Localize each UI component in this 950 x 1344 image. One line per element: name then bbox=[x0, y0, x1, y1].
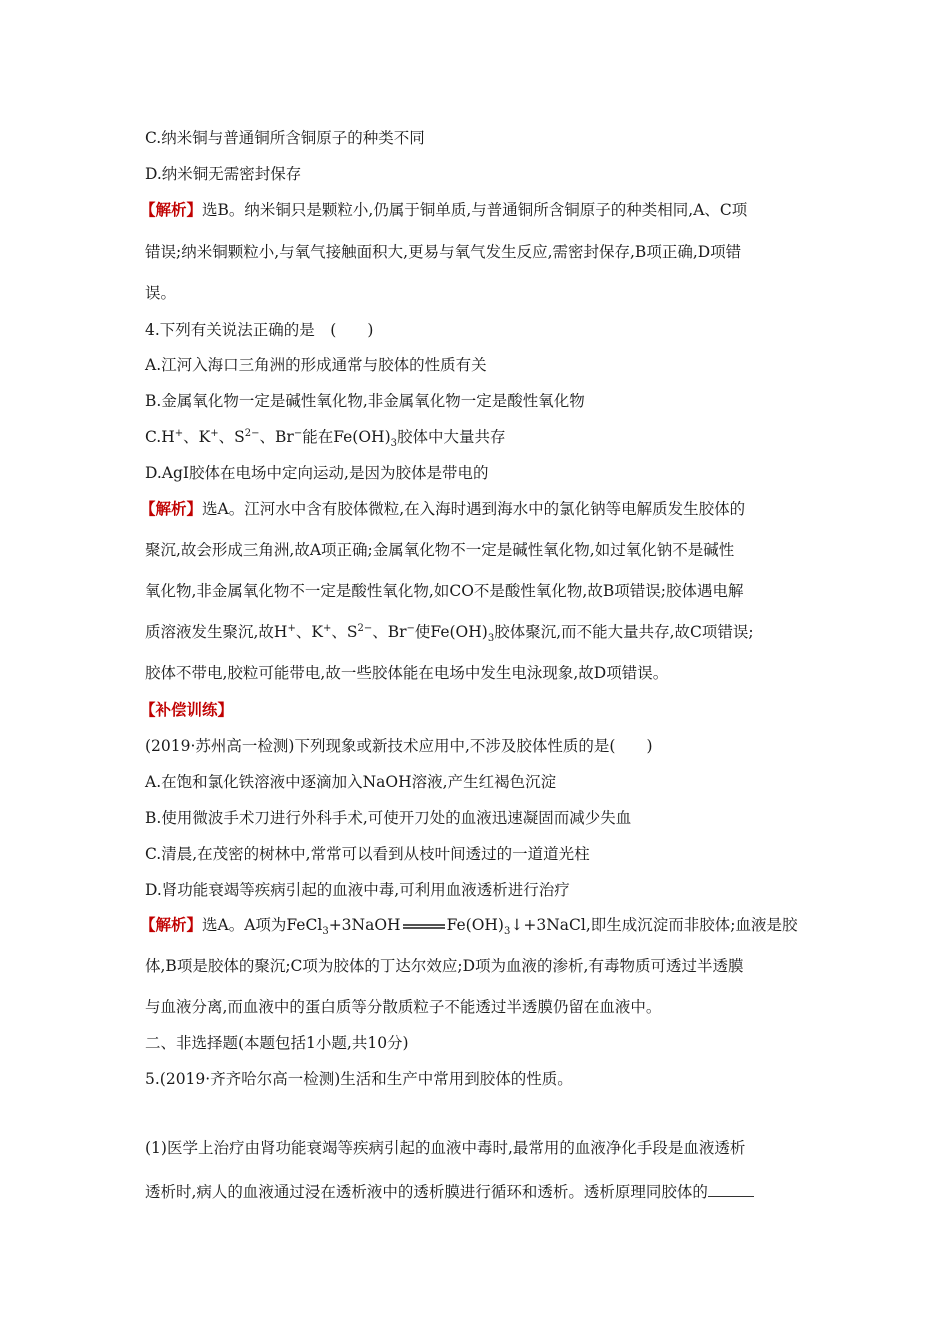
text-seg: 胶体聚沉,而不能大量共存,故C项错误; bbox=[494, 623, 754, 641]
question-5-part-1-line-2 bbox=[145, 1180, 754, 1202]
bonus-option-d: D.肾功能衰竭等疾病引起的血液中毒,可利用血液透析进行治疗 bbox=[145, 881, 570, 899]
bonus-answer-line-1 bbox=[140, 913, 797, 937]
text-seg: 、Br bbox=[372, 623, 407, 641]
answer-3-text-1: 选B。纳米铜只是颗粒小,仍属于铜单质,与普通铜所含铜原子的种类相同,A、C项 bbox=[202, 201, 748, 219]
section-2-heading: 二、非选择题(本题包括1小题,共10分) bbox=[145, 1034, 409, 1052]
analysis-tag: 【解析】 bbox=[140, 200, 203, 219]
bonus-option-b: B.使用微波手术刀进行外科手术,可使开刀处的血液迅速凝固而减少失血 bbox=[145, 809, 632, 827]
question-5: 5.(2019·齐齐哈尔高一检测)生活和生产中常用到胶体的性质。 bbox=[145, 1070, 573, 1088]
bonus-answer-line-2: 体,B项是胶体的聚沉;C项为胶体的丁达尔效应;D项为血液的渗析,有毒物质可透过半透膜 bbox=[145, 957, 744, 975]
sup-seg: − bbox=[406, 622, 415, 634]
sup-seg: 2− bbox=[357, 622, 373, 634]
sup-seg: + bbox=[210, 427, 219, 439]
answer-4-line-3: 氧化物,非金属氧化物不一定是酸性氧化物,如CO不是酸性氧化物,故B项错误;胶体遇电解 bbox=[145, 582, 744, 600]
question-5-part-1-line-1: (1)医学上治疗由肾功能衰竭等疾病引起的血液中毒时,最常用的血液净化手段是血液透析 bbox=[145, 1139, 746, 1157]
sup-seg: 2− bbox=[244, 427, 260, 439]
answer-4-line-5: 胶体不带电,胶粒可能带电,故一些胶体能在电场中发生电泳现象,故D项错误。 bbox=[145, 664, 669, 682]
sup-seg: − bbox=[293, 427, 303, 439]
analysis-tag: 【解析】 bbox=[140, 915, 203, 934]
sub-seg: 3 bbox=[322, 926, 329, 938]
text-seg: ↓+3NaCl,即生成沉淀而非胶体;血液是胶 bbox=[510, 916, 798, 934]
text-seg: 、S bbox=[331, 623, 358, 641]
sub-seg: 3 bbox=[390, 438, 397, 450]
sup-seg: + bbox=[174, 427, 184, 439]
text-seg: +3NaOH bbox=[328, 916, 401, 934]
question-4-option-b: B.金属氧化物一定是碱性氧化物,非金属氧化物一定是酸性氧化物 bbox=[145, 392, 585, 410]
answer-4-text-1: 选A。江河水中含有胶体微粒,在入海时遇到海水中的氯化钠等电解质发生胶体的 bbox=[202, 500, 746, 518]
answer-3-line-3: 误。 bbox=[145, 284, 177, 302]
answer-3-line-1 bbox=[140, 198, 747, 220]
sub-seg: 3 bbox=[487, 633, 495, 645]
text-seg: 透析时,病人的血液通过浸在透析液中的透析膜进行循环和透析。透析原理同胶体的 bbox=[145, 1183, 708, 1201]
answer-3-line-2: 错误;纳米铜颗粒小,与氧气接触面积大,更易与氧气发生反应,需密封保存,B项正确,D项错 bbox=[145, 243, 742, 261]
text-seg: Fe(OH) bbox=[446, 916, 504, 934]
text-seg: C.H bbox=[145, 428, 175, 446]
bonus-answer-line-3: 与血液分离,而血液中的蛋白质等分散质粒子不能透过半透膜仍留在血液中。 bbox=[145, 998, 662, 1016]
text-seg: 、S bbox=[218, 428, 245, 446]
sup-seg: + bbox=[287, 622, 296, 634]
sub-seg: 3 bbox=[503, 926, 511, 938]
answer-4-line-1 bbox=[140, 497, 745, 519]
answer-4-line-2: 聚沉,故会形成三角洲,故A项正确;金属氧化物不一定是碱性氧化物,如过氧化钠不是碱性 bbox=[145, 541, 735, 559]
analysis-tag: 【解析】 bbox=[140, 499, 203, 518]
text-seg: 能在Fe(OH) bbox=[302, 428, 391, 446]
answer-blank[interactable] bbox=[708, 1182, 754, 1197]
question-4-option-d: D.AgI胶体在电场中定向运动,是因为胶体是带电的 bbox=[145, 464, 489, 482]
text-seg: 、K bbox=[295, 623, 323, 641]
text-seg: 使Fe(OH) bbox=[414, 623, 488, 641]
text-seg: 质溶液发生聚沉,故H bbox=[145, 623, 288, 641]
bonus-option-c: C.清晨,在茂密的树林中,常常可以看到从枝叶间透过的一道道光柱 bbox=[145, 845, 590, 863]
question-4-option-a: A.江河入海口三角洲的形成通常与胶体的性质有关 bbox=[145, 356, 487, 374]
question-4-option-c bbox=[145, 425, 506, 449]
bonus-option-a: A.在饱和氯化铁溶液中逐滴加入NaOH溶液,产生红褐色沉淀 bbox=[145, 773, 557, 791]
text-seg: 、K bbox=[183, 428, 211, 446]
option-d-copper: D.纳米铜无需密封保存 bbox=[145, 165, 302, 183]
text-seg: 、Br bbox=[259, 428, 294, 446]
text-seg: 胶体中大量共存 bbox=[397, 428, 506, 446]
equals-arrow-icon bbox=[401, 921, 447, 931]
question-4: 4.下列有关说法正确的是 ( ) bbox=[145, 321, 374, 339]
answer-4-line-4 bbox=[145, 620, 754, 644]
text-seg: 选A。A项为FeCl bbox=[202, 916, 323, 934]
bonus-question: (2019·苏州高一检测)下列现象或新技术应用中,不涉及胶体性质的是( ) bbox=[145, 737, 653, 755]
option-c-copper: C.纳米铜与普通铜所含铜原子的种类不同 bbox=[145, 129, 425, 147]
supplementary-training-tag: 【补偿训练】 bbox=[140, 700, 234, 719]
sup-seg: + bbox=[322, 622, 332, 634]
